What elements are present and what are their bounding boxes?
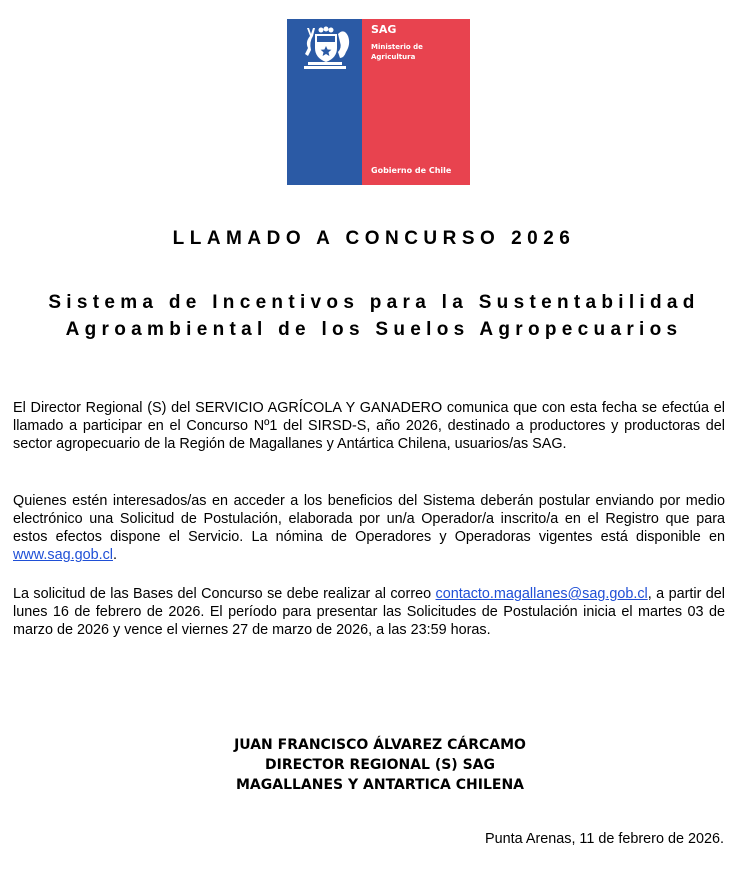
document-title: LLAMADO A CONCURSO 2026 bbox=[172, 228, 576, 249]
logo-red-panel bbox=[362, 19, 470, 185]
subtitle-line-2: Agroambiental de los Suelos Agropecuarios bbox=[65, 319, 683, 340]
logo-ministry bbox=[371, 42, 423, 62]
sag-website-link[interactable]: www.sag.gob.cl bbox=[13, 547, 113, 563]
paragraph-deadlines-end: , a partir del lunes 16 de febrero de 2026. El período para presentar las Solicitudes de Postulación inicia el martes 03 de marzo de 2026 y vence el viernes 27 de marzo de 2026, a las 23:59 horas. bbox=[13, 586, 725, 638]
contact-email-link[interactable]: contacto.magallanes@sag.gob.cl bbox=[435, 586, 648, 602]
logo-ministry-line2: Agricultura bbox=[371, 53, 416, 61]
logo-ministry-line1: Ministerio de bbox=[371, 43, 423, 51]
chile-coat-of-arms-icon bbox=[294, 24, 356, 74]
paragraph-deadlines bbox=[13, 585, 725, 639]
signature-region: MAGALLANES Y ANTARTICA CHILENA bbox=[236, 777, 524, 793]
signature-name: JUAN FRANCISCO ÁLVAREZ CÁRCAMO bbox=[234, 737, 526, 753]
paragraph-application bbox=[13, 492, 725, 564]
logo-agency-name: SAG bbox=[371, 23, 397, 36]
sag-logo bbox=[287, 19, 470, 185]
paragraph-application-end: . bbox=[112, 547, 117, 563]
paragraph-announcement: El Director Regional (S) del SERVICIO AGRÍCOLA Y GANADERO comunica que con esta fecha se efectúa el llamado a participar en el Concurso Nº1 del SIRSD-S, año 2026, destinado a productores y productoras del sector agropecuario de la Región de Magallanes y Antártica Chilena, usuarios/as SAG. bbox=[13, 400, 725, 452]
paragraph-deadlines-text: La solicitud de las Bases del Concurso se debe realizar al correo bbox=[13, 586, 436, 602]
logo-blue-panel bbox=[287, 19, 362, 185]
subtitle-line-1: Sistema de Incentivos para la Sustentabilidad bbox=[48, 292, 700, 313]
place-and-date: Punta Arenas, 11 de febrero de 2026. bbox=[485, 831, 724, 847]
signature-block bbox=[0, 735, 748, 795]
paragraph-application-text: Quienes estén interesados/as en acceder a los beneficios del Sistema deberán postular enviando por medio electrónico una Solicitud de Postulación, elaborada por un/a Operador/a inscrito/a en el Registro que para estos efectos dispone el Servicio. La nómina de Operadores y Operadoras vigentes está disponible en bbox=[13, 493, 725, 545]
logo-government: Gobierno de Chile bbox=[371, 166, 452, 175]
signature-title: DIRECTOR REGIONAL (S) SAG bbox=[264, 757, 495, 773]
document-subtitle bbox=[0, 289, 748, 343]
